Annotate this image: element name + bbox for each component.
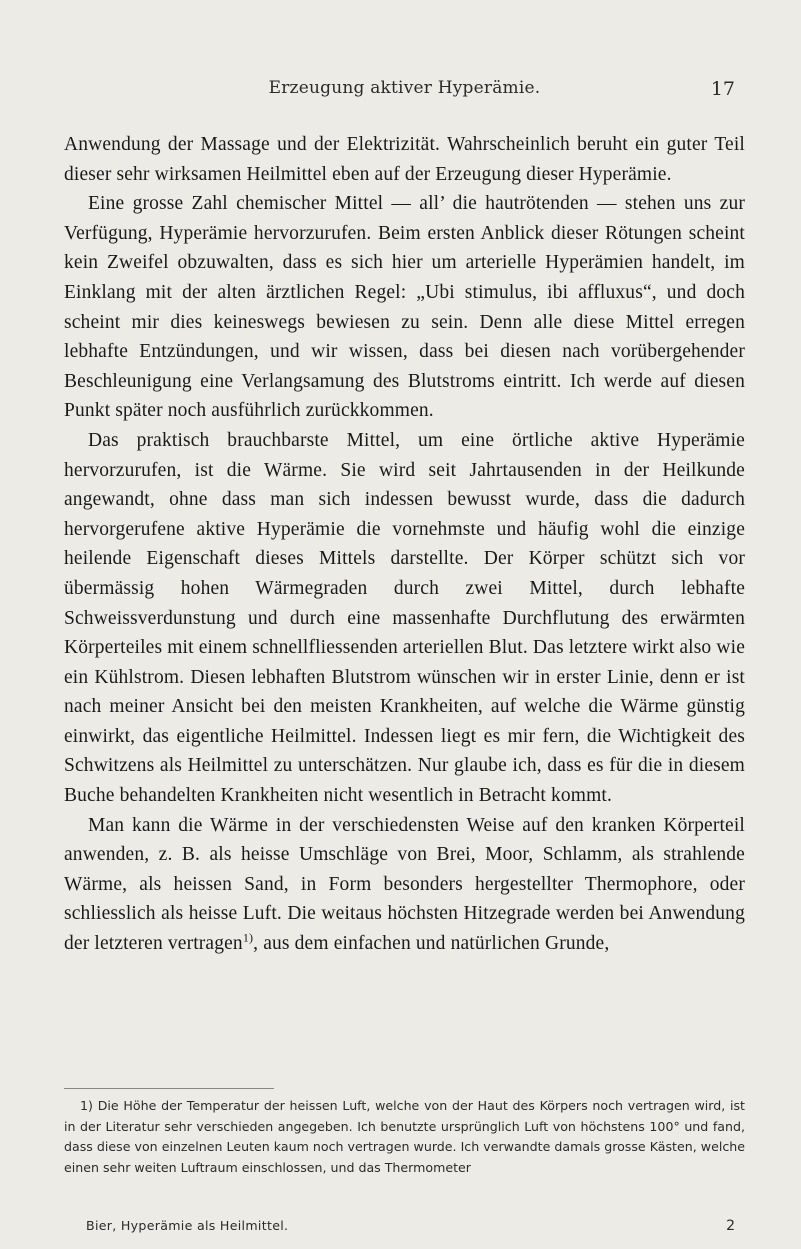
- footnotes: [64, 1096, 745, 1178]
- footnote-reference[interactable]: 1): [242, 930, 254, 945]
- paragraph-1: Anwendung der Massage und der Elektrizität. Wahrscheinlich beruht ein guter Teil dieser sehr wirksamen Heilmittel eben auf der Erzeugung dieser Hyperämie.: [64, 134, 745, 185]
- running-head-title: Erzeugung aktiver Hyperämie.: [268, 78, 541, 98]
- signature-line: [86, 1218, 735, 1233]
- page-number: 17: [710, 78, 735, 100]
- signature-title: Bier, Hyperämie als Heilmittel.: [86, 1218, 289, 1233]
- footnote-1: 1) Die Höhe der Temperatur der heissen Luft, welche von der Haut des Körpers noch vertragen wird, ist in der Literatur sehr verschieden angegeben. Ich benutzte ursprünglich Luft von höchstens 100° und fand, dass diese von einzelnen Leuten kaum noch vertragen wurde. Ich verwandte damals grosse Kästen, welche einen sehr weiten Luftraum einschlossen, und das Thermometer: [64, 1098, 745, 1175]
- main-text: [64, 130, 745, 959]
- footnote-divider: [64, 1088, 274, 1089]
- paragraph-4-continuation: , aus dem einfachen und natürlichen Grunde,: [253, 933, 610, 955]
- paragraph-3: Das praktisch brauchbarste Mittel, um eine örtliche aktive Hyperämie hervorzurufen, ist die Wärme. Sie wird seit Jahrtausenden in der Heilkunde angewandt, ohne dass man sich indessen bewusst wurde, dass die dadurch hervorgerufene aktive Hyperämie die vornehmste und häufig wohl die einzige heilende Eigenschaft dieses Mittels darstellte. Der Körper schützt sich vor übermässig hohen Wärmegraden durch zwei Mittel, durch lebhafte Schweissverdunstung und durch eine massenhafte Durchflutung des erwärmten Körperteiles mit einem schnellfliessenden arteriellen Blut. Das letztere wirkt also wie ein Kühlstrom. Diesen lebhaften Blutstrom wünschen wir in erster Linie, denn er ist nach meiner Ansicht bei den meisten Krankheiten, auf welche die Wärme günstig einwirkt, das eigentliche Heilmittel. Indessen liegt es mir fern, die Wichtigkeit des Schwitzens als Heilmittel zu unterschätzen. Nur glaube ich, dass es für die in diesem Buche behandelten Krankheiten nicht wesentlich in Betracht kommt.: [64, 429, 745, 807]
- paragraph-2: Eine grosse Zahl chemischer Mittel — all’ die hautrötenden — stehen uns zur Verfügung, Hyperämie hervorzurufen. Beim ersten Anblick dieser Rötungen scheint kein Zweifel obzuwalten, dass es sich hier um arterielle Hyperämien handelt, im Einklang mit der alten ärztlichen Regel: „Ubi stimulus, ibi affluxus“, und doch scheint mir dies keineswegs bewiesen zu sein. Denn alle diese Mittel erregen lebhafte Entzündungen, und wir wissen, dass bei diesen nach vorübergehender Beschleunigung eine Verlangsamung des Blutstroms eintritt. Ich werde auf diesen Punkt später noch ausführlich zurückkommen.: [64, 193, 745, 422]
- paragraph-4-text: Man kann die Wärme in der verschiedensten Weise auf den kranken Körperteil anwenden, z. B. als heisse Umschläge von Brei, Moor, Schlamm, als strahlende Wärme, als heissen Sand, in Form besonders hergestellter Thermophore, oder schliesslich als heisse Luft. Die weitaus höchsten Hitzegrade werden bei Anwendung der letzteren vertragen: [64, 814, 745, 955]
- paragraph-4: [64, 811, 745, 959]
- running-head: [64, 78, 745, 102]
- signature-number: 2: [726, 1218, 735, 1234]
